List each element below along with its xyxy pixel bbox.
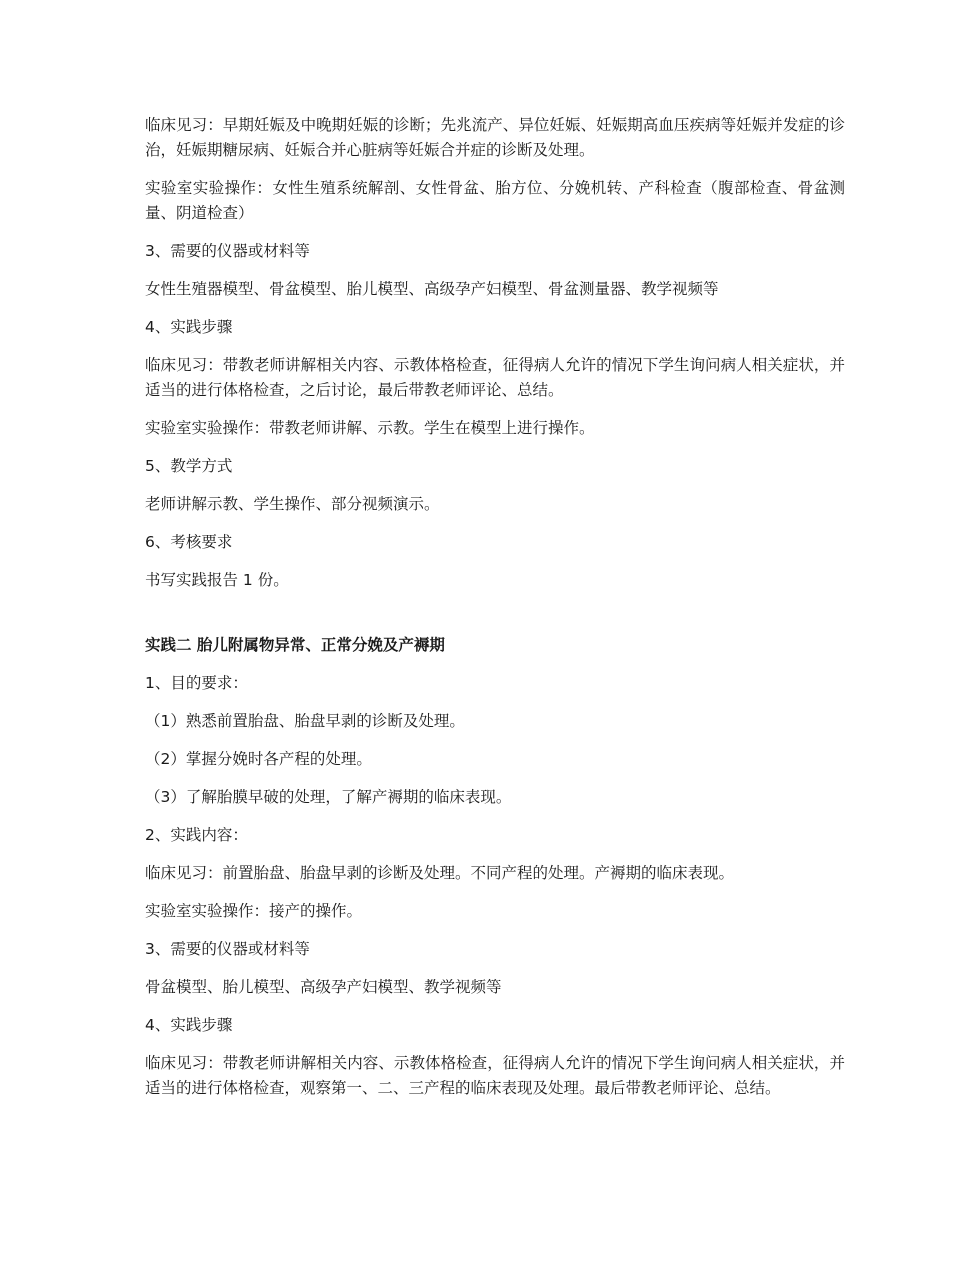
paragraph-teaching-method: 老师讲解示教、学生操作、部分视频演示。 (145, 495, 440, 513)
paragraph-practice-steps-clinical: 临床见习：带教老师讲解相关内容、示教体格检查，征得病人允许的情况下学生询问病人相关症状，并适当的进行体格检查，观察第一、二、三产程的临床表现及处理。最后带教老师评论、总结。 (145, 1054, 845, 1097)
objective-item: （2）掌握分娩时各产程的处理。 (145, 750, 372, 768)
subheading-equipment: 3、需要的仪器或材料等 (145, 242, 310, 260)
subheading-assessment: 6、考核要求 (145, 533, 233, 551)
section-title: 实践二 胎儿附属物异常、正常分娩及产褥期 (145, 636, 445, 654)
paragraph-equipment-list: 骨盆模型、胎儿模型、高级孕产妇模型、教学视频等 (145, 978, 502, 996)
document-body (145, 113, 845, 1114)
subheading-equipment: 3、需要的仪器或材料等 (145, 940, 310, 958)
objective-item: （3）了解胎膜早破的处理，了解产褥期的临床表现。 (145, 788, 512, 806)
paragraph-lab-operation: 实验室实验操作：女性生殖系统解剖、女性骨盆、胎方位、分娩机转、产科检查（腹部检查、骨盆测量、阴道检查） (145, 179, 845, 222)
paragraph-practice-steps-lab: 实验室实验操作：带教老师讲解、示教。学生在模型上进行操作。 (145, 419, 595, 437)
paragraph-assessment: 书写实践报告 1 份。 (145, 571, 289, 589)
subheading-practice-steps: 4、实践步骤 (145, 318, 233, 336)
subheading-objectives: 1、目的要求： (145, 674, 248, 692)
paragraph-lab-operation: 实验室实验操作：接产的操作。 (145, 902, 363, 920)
subheading-teaching-method: 5、教学方式 (145, 457, 233, 475)
subheading-content: 2、实践内容： (145, 826, 248, 844)
paragraph-practice-steps-clinical: 临床见习：带教老师讲解相关内容、示教体格检查，征得病人允许的情况下学生询问病人相关症状，并适当的进行体格检查，之后讨论，最后带教老师评论、总结。 (145, 356, 845, 399)
paragraph-clinical-observation: 临床见习：早期妊娠及中晚期妊娠的诊断；先兆流产、异位妊娠、妊娠期高血压疾病等妊娠并发症的诊治，妊娠期糖尿病、妊娠合并心脏病等妊娠合并症的诊断及处理。 (145, 116, 845, 159)
paragraph-equipment-list: 女性生殖器模型、骨盆模型、胎儿模型、高级孕产妇模型、骨盆测量器、教学视频等 (145, 280, 719, 298)
paragraph-clinical-observation: 临床见习：前置胎盘、胎盘早剥的诊断及处理。不同产程的处理。产褥期的临床表现。 (145, 864, 735, 882)
subheading-practice-steps: 4、实践步骤 (145, 1016, 233, 1034)
objective-item: （1）熟悉前置胎盘、胎盘早剥的诊断及处理。 (145, 712, 465, 730)
